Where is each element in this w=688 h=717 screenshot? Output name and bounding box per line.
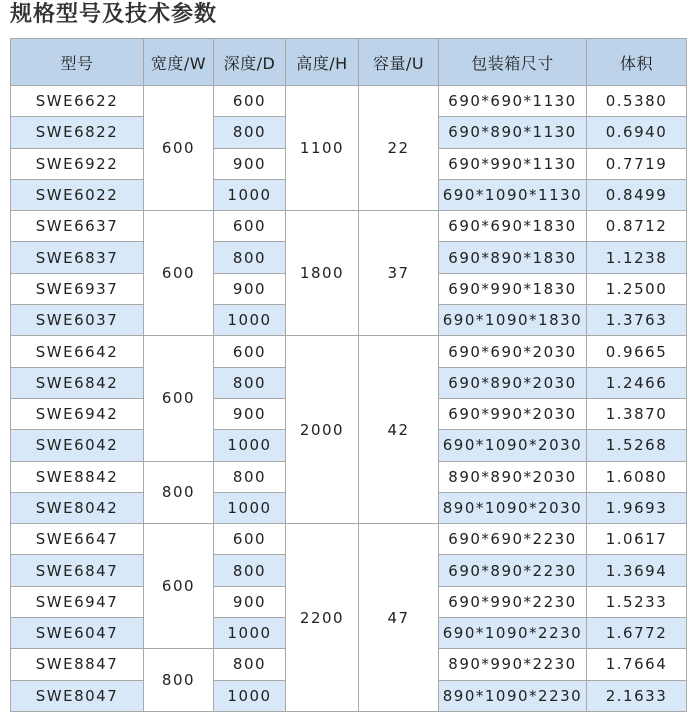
header-depth: 深度/D <box>214 39 286 86</box>
cell-package-size: 690*690*2030 <box>439 336 587 367</box>
cell-model: SWE6947 <box>11 586 144 617</box>
cell-width: 600 <box>144 211 214 336</box>
cell-height: 2000 <box>286 336 359 524</box>
cell-volume: 1.3694 <box>587 555 687 586</box>
cell-capacity: 42 <box>359 336 439 524</box>
table-header-row <box>11 39 687 86</box>
cell-model: SWE8847 <box>11 649 144 680</box>
cell-model: SWE6642 <box>11 336 144 367</box>
cell-package-size: 690*690*1130 <box>439 86 587 117</box>
cell-package-size: 690*890*1130 <box>439 117 587 148</box>
page-title: 规格型号及技术参数 <box>10 2 218 27</box>
cell-package-size: 890*1090*2230 <box>439 680 587 711</box>
cell-volume: 1.5233 <box>587 586 687 617</box>
cell-depth: 800 <box>214 461 286 492</box>
cell-model: SWE6837 <box>11 242 144 273</box>
cell-model: SWE8042 <box>11 492 144 523</box>
cell-volume: 0.5380 <box>587 86 687 117</box>
cell-volume: 1.9693 <box>587 492 687 523</box>
cell-height: 2200 <box>286 524 359 712</box>
cell-model: SWE6647 <box>11 524 144 555</box>
cell-volume: 0.7719 <box>587 148 687 179</box>
header-model: 型号 <box>11 39 144 86</box>
cell-package-size: 690*1090*1130 <box>439 179 587 210</box>
cell-capacity: 47 <box>359 524 439 712</box>
cell-volume: 1.1238 <box>587 242 687 273</box>
cell-depth: 1000 <box>214 305 286 336</box>
header-height: 高度/H <box>286 39 359 86</box>
cell-volume: 2.1633 <box>587 680 687 711</box>
cell-model: SWE6622 <box>11 86 144 117</box>
cell-package-size: 890*990*2230 <box>439 649 587 680</box>
spec-table <box>10 38 687 712</box>
cell-package-size: 690*990*2030 <box>439 398 587 429</box>
cell-package-size: 690*690*2230 <box>439 524 587 555</box>
cell-package-size: 690*890*2230 <box>439 555 587 586</box>
header-package-size: 包装箱尺寸 <box>439 39 587 86</box>
cell-model: SWE6922 <box>11 148 144 179</box>
cell-depth: 600 <box>214 211 286 242</box>
cell-model: SWE6842 <box>11 367 144 398</box>
cell-model: SWE6042 <box>11 430 144 461</box>
cell-model: SWE6942 <box>11 398 144 429</box>
cell-depth: 600 <box>214 336 286 367</box>
cell-package-size: 690*990*1130 <box>439 148 587 179</box>
cell-volume: 1.5268 <box>587 430 687 461</box>
cell-volume: 0.8499 <box>587 179 687 210</box>
cell-depth: 1000 <box>214 430 286 461</box>
cell-height: 1100 <box>286 86 359 211</box>
cell-package-size: 690*890*2030 <box>439 367 587 398</box>
cell-volume: 1.7664 <box>587 649 687 680</box>
cell-package-size: 690*1090*2030 <box>439 430 587 461</box>
table-row <box>11 86 687 117</box>
cell-volume: 1.6080 <box>587 461 687 492</box>
cell-width: 600 <box>144 524 214 649</box>
cell-width: 800 <box>144 461 214 524</box>
cell-capacity: 37 <box>359 211 439 336</box>
table-row <box>11 211 687 242</box>
cell-volume: 1.6772 <box>587 618 687 649</box>
cell-model: SWE8842 <box>11 461 144 492</box>
cell-model: SWE6937 <box>11 273 144 304</box>
cell-package-size: 690*990*2230 <box>439 586 587 617</box>
cell-depth: 800 <box>214 649 286 680</box>
cell-package-size: 690*690*1830 <box>439 211 587 242</box>
header-volume: 体积 <box>587 39 687 86</box>
cell-depth: 800 <box>214 555 286 586</box>
cell-volume: 1.2500 <box>587 273 687 304</box>
cell-depth: 1000 <box>214 179 286 210</box>
cell-depth: 900 <box>214 586 286 617</box>
cell-package-size: 690*890*1830 <box>439 242 587 273</box>
header-width: 宽度/W <box>144 39 214 86</box>
cell-depth: 1000 <box>214 680 286 711</box>
cell-capacity: 22 <box>359 86 439 211</box>
cell-model: SWE6822 <box>11 117 144 148</box>
table-row <box>11 524 687 555</box>
cell-model: SWE6047 <box>11 618 144 649</box>
header-capacity: 容量/U <box>359 39 439 86</box>
table-row <box>11 336 687 367</box>
cell-model: SWE8047 <box>11 680 144 711</box>
cell-volume: 0.8712 <box>587 211 687 242</box>
cell-model: SWE6637 <box>11 211 144 242</box>
cell-package-size: 690*1090*1830 <box>439 305 587 336</box>
cell-volume: 1.3763 <box>587 305 687 336</box>
cell-depth: 600 <box>214 86 286 117</box>
cell-depth: 900 <box>214 398 286 429</box>
cell-height: 1800 <box>286 211 359 336</box>
cell-depth: 800 <box>214 367 286 398</box>
cell-volume: 1.2466 <box>587 367 687 398</box>
cell-package-size: 890*890*2030 <box>439 461 587 492</box>
table-body <box>11 86 687 712</box>
cell-volume: 1.3870 <box>587 398 687 429</box>
cell-depth: 900 <box>214 148 286 179</box>
cell-depth: 900 <box>214 273 286 304</box>
cell-model: SWE6037 <box>11 305 144 336</box>
cell-depth: 800 <box>214 242 286 273</box>
cell-volume: 1.0617 <box>587 524 687 555</box>
cell-width: 600 <box>144 336 214 461</box>
cell-package-size: 890*1090*2030 <box>439 492 587 523</box>
cell-model: SWE6022 <box>11 179 144 210</box>
cell-depth: 800 <box>214 117 286 148</box>
cell-depth: 1000 <box>214 492 286 523</box>
cell-package-size: 690*990*1830 <box>439 273 587 304</box>
cell-volume: 0.9665 <box>587 336 687 367</box>
cell-package-size: 690*1090*2230 <box>439 618 587 649</box>
cell-depth: 1000 <box>214 618 286 649</box>
cell-model: SWE6847 <box>11 555 144 586</box>
cell-width: 600 <box>144 86 214 211</box>
cell-depth: 600 <box>214 524 286 555</box>
cell-width: 800 <box>144 649 214 712</box>
cell-volume: 0.6940 <box>587 117 687 148</box>
